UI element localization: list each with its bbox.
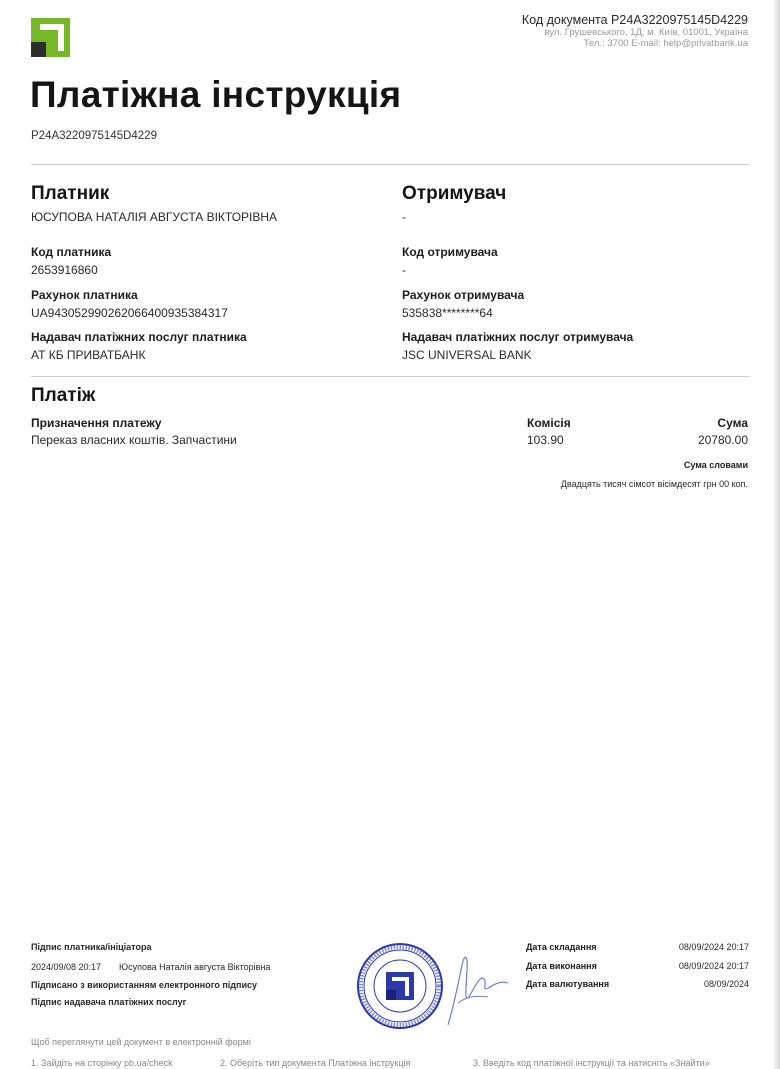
document-code: Код документа P24A3220975145D4229 [521,13,748,27]
payer-code-label: Код платника [31,245,112,259]
privatbank-logo [31,18,70,57]
document-meta [522,13,748,49]
signature-electronic: Підписано з використанням електронного підпису [31,980,258,990]
check-note: Щоб переглянути цей документ в електронній формі [31,1037,251,1047]
payment-heading: Платіж [31,385,96,406]
amount-label: Сума [717,416,748,430]
recipient-code-label: Код отримувача [402,245,498,259]
signature-provider: Підпис надавача платіжних послуг [31,997,187,1007]
payer-heading: Платник [31,183,110,204]
document-number: P24A3220975145D4229 [31,130,157,142]
bank-address: вул. Грушевського, 1Д, м. Київ, 01001, Україна [544,27,748,38]
divider [31,164,749,165]
bank-contacts: Тел.: 3700 E-mail: help@privatbank.ua [583,38,748,49]
amount-words-label: Сума словами [683,460,748,470]
payer-name: ЮСУПОВА НАТАЛІЯ АВГУСТА ВІКТОРІВНА [31,210,278,224]
amount-value: 20780.00 [697,433,748,447]
signature-name: Юсупова Наталія августа Вікторівна [119,962,271,972]
recipient-name: - [402,210,406,224]
check-step-2: 2. Оберіть тип документа Платіжна інструкція [220,1058,411,1068]
fee-label: Комісія [527,416,571,430]
fee-value: 103.90 [527,433,564,447]
date-executed-label: Дата виконання [526,961,597,971]
payer-provider-label: Надавач платіжних послуг платника [31,330,247,344]
recipient-account-value: 535838********64 [402,306,493,320]
check-step-1: 1. Зайдіть на сторінку pb.ua/check [31,1058,173,1068]
payer-account-value: UA943052990262066400935384317 [31,306,228,320]
page-title: Платіжна інструкція [30,74,402,115]
purpose-value: Переказ власних коштів. Запчастини [31,433,237,447]
purpose-label: Призначення платежу [31,416,162,430]
recipient-provider-value: JSC UNIVERSAL BANK [402,348,532,362]
recipient-account-label: Рахунок отримувача [402,288,525,302]
signature-datetime: 2024/09/08 20:17 [31,962,102,972]
amount-words-value: Двадцять тисяч сімсот вісімдесят грн 00 коп. [560,479,748,489]
payer-account-label: Рахунок платника [31,288,138,302]
recipient-provider-label: Надавач платіжних послуг отримувача [402,330,634,344]
date-value-label: Дата валютування [526,979,610,989]
divider [31,376,749,377]
check-step-3: 3. Введіть код платіжної інструкції та натисніть «Знайти» [473,1058,710,1068]
date-created-value: 08/09/2024 20:17 [678,942,749,952]
date-executed-row [526,961,749,973]
payer-provider-value: АТ КБ ПРИВАТБАНК [31,348,146,362]
signature-title: Підпис платника/ініціатора [31,942,152,952]
date-value-value: 08/09/2024 [703,979,749,989]
recipient-heading: Отримувач [402,183,507,204]
date-executed-value: 08/09/2024 20:17 [678,961,749,971]
handwritten-signature [440,945,510,1030]
payer-code-value: 2653916860 [31,263,98,277]
page-edge [774,0,780,1069]
date-value-row [526,979,749,991]
date-created-label: Дата складання [526,942,597,952]
bank-stamp [356,942,444,1030]
recipient-code-value: - [402,263,406,277]
date-created-row [526,942,749,954]
